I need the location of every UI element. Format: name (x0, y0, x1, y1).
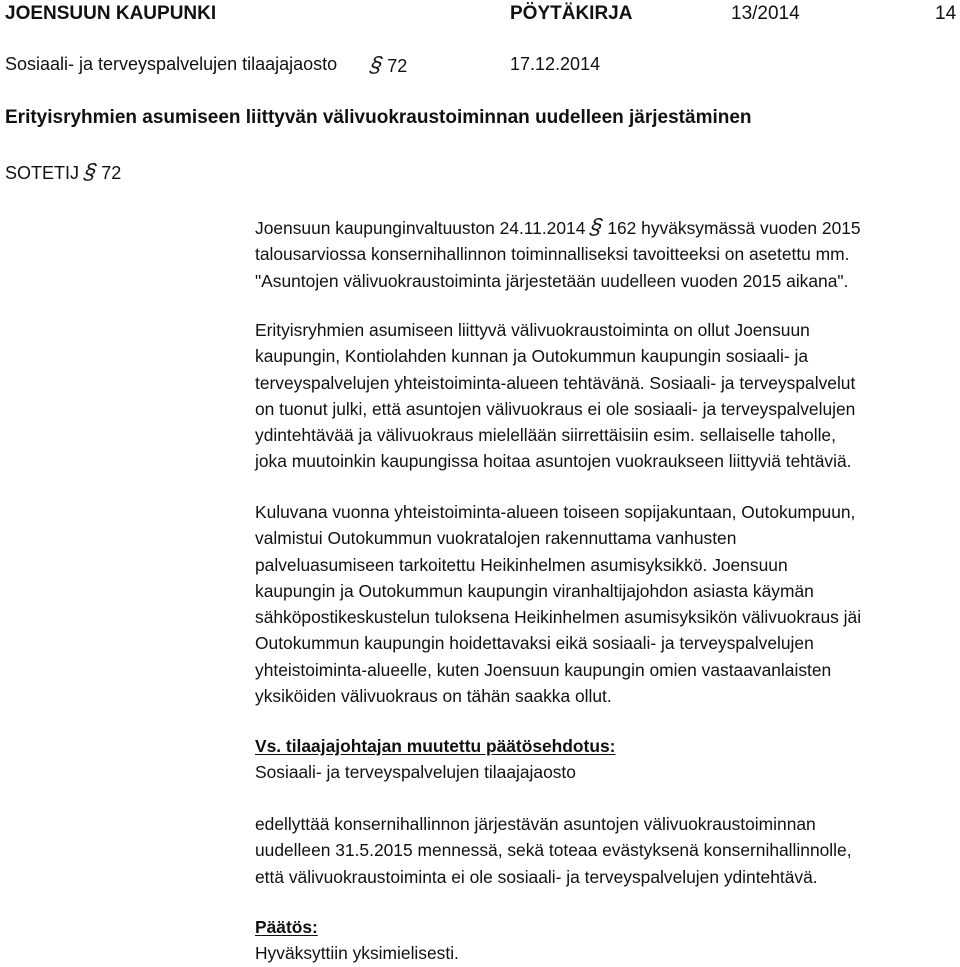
decision-block (255, 914, 955, 967)
section-sign-icon: § (80, 159, 101, 184)
paragraph-line: yhteistoiminta-alueelle, kuten Joensuun kaupungin omien vastaavanlaisten (255, 659, 832, 680)
proposal-line: että välivuokraustoiminta ei ole sosiaali- ja terveyspalvelujen ydintehtävä. (255, 866, 818, 887)
reference-code: SOTETIJ (5, 163, 80, 183)
paragraph-line: palveluasumiseen tarkoitettu Heikinhelmen asumisyksikkö. Joensuun (255, 554, 788, 575)
intro-text: Joensuun kaupunginvaltuuston 24.11.2014 (255, 218, 586, 238)
paragraph-line: Kuluvana vuonna yhteistoiminta-alueen toiseen sopijakuntaan, Outokumpuun, (255, 502, 856, 522)
document-type: PÖYTÄKIRJA (510, 3, 633, 24)
intro-line: "Asuntojen välivuokraustoiminta järjestetään uudelleen vuoden 2015 aikana". (255, 270, 849, 291)
paragraph-line: kaupungin ja Outokummun kaupungin viranhaltijajohdon asiasta käymän (255, 580, 814, 601)
decision-heading: Päätös: (255, 917, 318, 937)
reference-section-number: 72 (101, 163, 122, 183)
intro-text: 162 hyväksymässä vuoden 2015 (607, 218, 861, 238)
organization-name: JOENSUUN KAUPUNKI (5, 3, 217, 24)
section-sign-icon: § (366, 52, 387, 77)
proposal-body-name: Sosiaali- ja terveyspalvelujen tilaajajaosto (255, 762, 576, 783)
meeting-date: 17.12.2014 (510, 54, 601, 74)
intro-line: talousarviossa konsernihallinnon toiminnalliseksi tavoitteeksi on asetettu mm. (255, 244, 850, 265)
proposal-block (255, 733, 955, 786)
section-marker (366, 52, 408, 77)
paragraph-line: joka muutoinkin kaupungissa hoitaa asuntojen vuokraukseen liittyviä tehtäviä. (255, 451, 852, 472)
proposal-line: edellyttää konsernihallinnon järjestävän asuntojen välivuokraustoiminnan (255, 814, 816, 834)
paragraph-line: valmistui Outokummun vuokratalojen rakennuttama vanhusten (255, 528, 737, 549)
paragraph-line: terveyspalvelujen yhteistoiminta-alueen tehtävänä. Sosiaali- ja terveyspalvelut (255, 372, 856, 393)
section-sign-icon: § (586, 214, 607, 239)
committee-name: Sosiaali- ja terveyspalvelujen tilaajajaosto (5, 54, 338, 74)
decision-text: Hyväksyttiin yksimielisesti. (255, 943, 459, 964)
section-reference (5, 161, 121, 184)
protocol-number: 13/2014 (731, 3, 800, 24)
section-number: 72 (387, 56, 408, 76)
paragraph-line: ydintehtävää ja välivuokraus mielellään siirrettäisiin esim. sellaiselle taholle, (255, 425, 836, 446)
proposal-text (255, 811, 955, 890)
page-number: 14 (935, 3, 957, 24)
proposal-line: uudelleen 31.5.2015 mennessä, sekä toteaa evästyksenä konsernihallinnolle, (255, 840, 852, 861)
paragraph-line: yksiköiden välivuokraus on tähän saakka ollut. (255, 686, 612, 707)
intro-paragraph (255, 215, 955, 294)
proposal-heading: Vs. tilaajajohtajan muutettu päätösehdotus: (255, 736, 616, 756)
document-title: Erityisryhmien asumiseen liittyvän välivuokraustoiminnan uudelleen järjestäminen (5, 107, 752, 128)
paragraph-line: Outokummun kaupungin hoidettavaksi eikä sosiaali- ja terveyspalvelujen (255, 633, 814, 654)
paragraph-line: on tuonut julki, että asuntojen välivuokraus ei ole sosiaali- ja terveyspalvelujen (255, 398, 856, 419)
paragraph-line: sähköpostikeskustelun tuloksena Heikinhelmen asumisyksikön välivuokraus jäi (255, 607, 862, 628)
intro-line (255, 215, 955, 241)
background-paragraph-2 (255, 499, 955, 709)
paragraph-line: kaupungin, Kontiolahden kunnan ja Outokummun kaupungin sosiaali- ja (255, 346, 809, 367)
paragraph-line: Erityisryhmien asumiseen liittyvä välivuokraustoiminta on ollut Joensuun (255, 320, 810, 340)
background-paragraph-1 (255, 317, 955, 475)
